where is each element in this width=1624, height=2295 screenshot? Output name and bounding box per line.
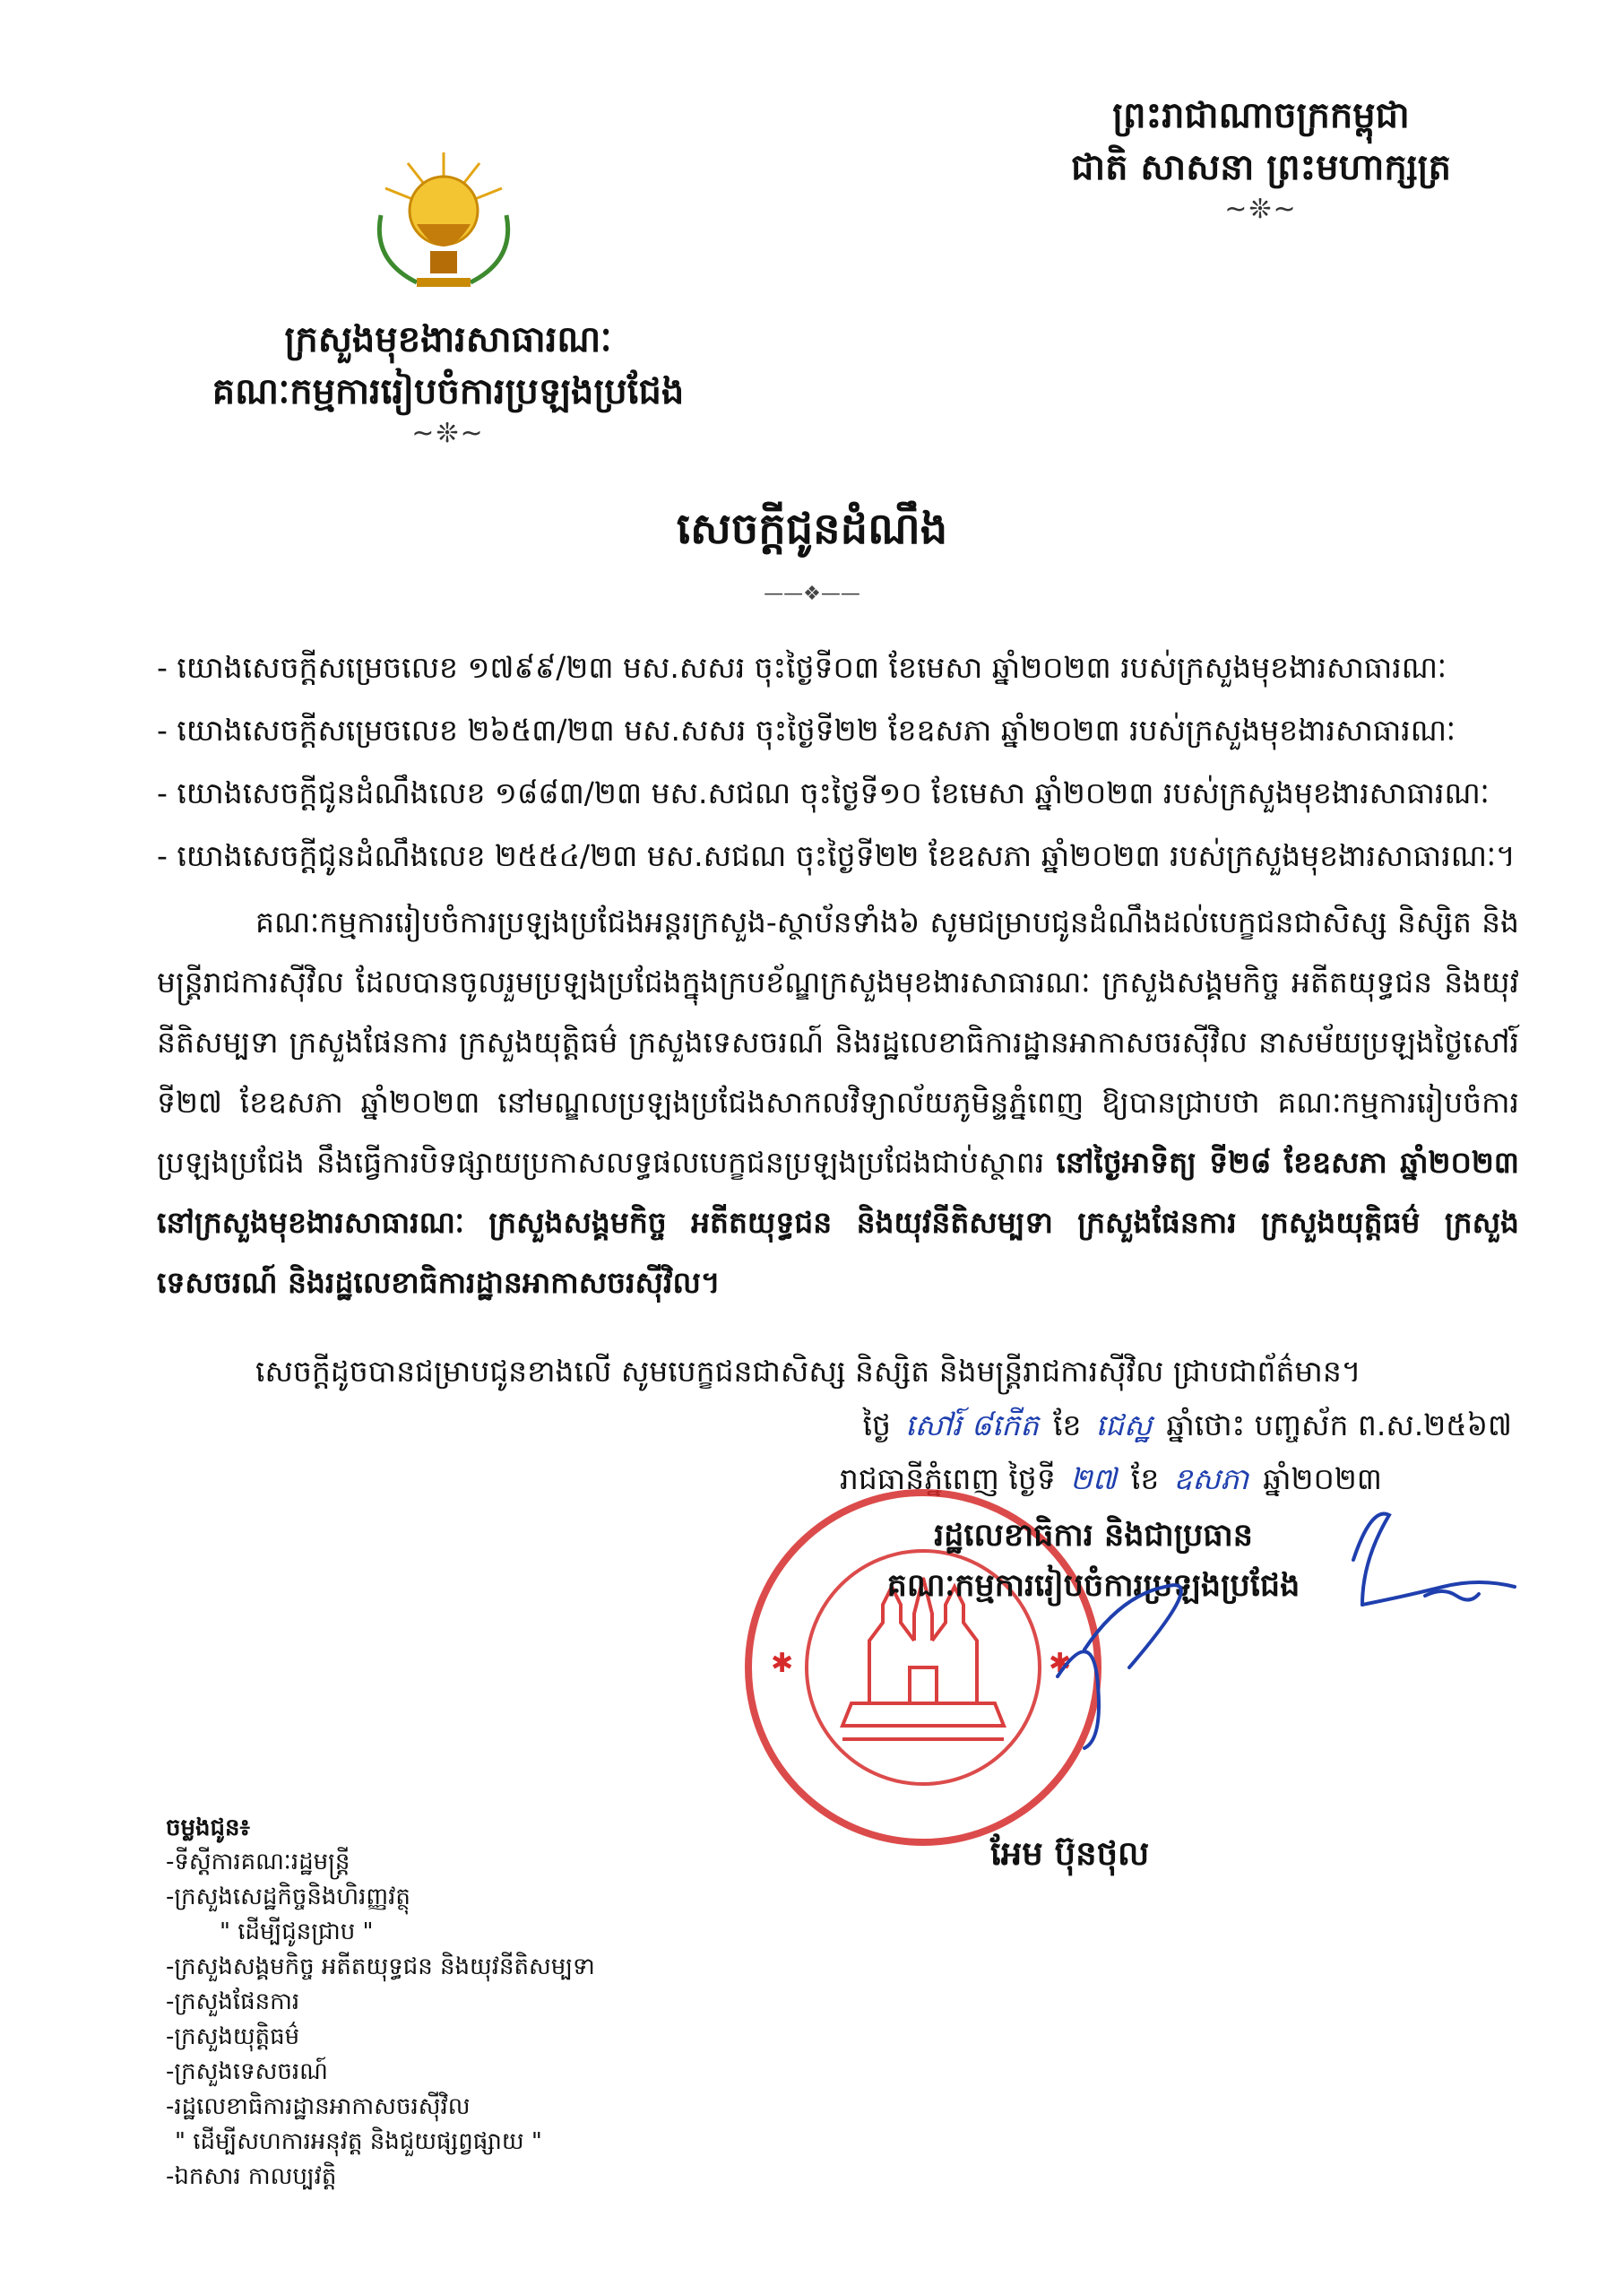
kingdom-header xyxy=(1010,90,1512,225)
closing-paragraph xyxy=(157,1345,1519,1399)
body-text: គណៈកម្មការរៀបចំការប្រឡងប្រជែងអន្តរក្រសួង-ស្ថាប័នទាំង៦ សូមជម្រាបជូនដំណឹងដល់បេក្ខជនជាសិស្ស និស្សិត និងមន្ត្រីរាជការស៊ីវិល ដែលបានចូលរួមប្រឡងប្រជែងក្នុងក្របខ័ណ្ឌក្រសួងមុខងារសាធារណៈ ក្រសួងសង្គមកិច្ច អតីតយុទ្ធជន និងយុវនីតិសម្បទា ក្រសួងផែនការ ក្រសួងយុត្តិធម៌ ក្រសួងទេសចរណ៍ និងរដ្ឋលេខាធិការដ្ឋានអាកាសចរស៊ីវិល នាសម័យប្រឡងថ្ងៃសៅរ៍ ទី២៧ ខែឧសភា ឆ្នាំ២០២៣ នៅមណ្ឌលប្រឡងប្រជែងសាកលវិទ្យាល័យភូមិន្ទភ្នំពេញ ឱ្យបានជ្រាបថា គណៈកម្មការរៀបចំការប្រឡងប្រជែង នឹងធ្វើការបិទផ្សាយប្រកាសលទ្ធផលបេក្ខជនប្រឡងប្រជែងជាប់ស្ថាពរ xyxy=(157,905,1519,1180)
cc-item: -ក្រសួងទេសចរណ៍ xyxy=(166,2058,328,2085)
ministry-line1: ក្រសួងមុខងារសាធារណៈ xyxy=(284,319,612,360)
cc-note: " ដើម្បីសហការអនុវត្ត និងជួយផ្សព្វផ្សាយ " xyxy=(175,2128,542,2155)
lunar-prefix: ថ្ងៃ xyxy=(862,1407,891,1442)
ornament-icon: ~❊~ xyxy=(1224,194,1298,225)
cc-item: -ក្រសួងផែនការ xyxy=(166,1988,300,2015)
cc-note: " ដើម្បីជូនជ្រាប " xyxy=(220,1918,374,1945)
kingdom-line1: ព្រះរាជាណាចក្រកម្ពុជា xyxy=(1112,95,1410,136)
signatory-title-line1: រដ្ឋលេខាធិការ និងជាប្រធាន xyxy=(934,1518,1253,1554)
lunar-date xyxy=(863,1407,1512,1451)
lunar-month-prefix: ខែ xyxy=(1053,1407,1082,1442)
references-list xyxy=(157,637,1519,888)
cc-item: -ក្រសួងសង្គមកិច្ច អតីតយុទ្ធជន និងយុវនីតិសម្បទា xyxy=(166,1953,595,1980)
solar-month-prefix: ខែ xyxy=(1130,1461,1160,1496)
body-paragraph xyxy=(157,892,1519,1312)
reference-item: - យោងសេចក្តីជូនដំណឹងលេខ ១៨៨៣/២៣ មស.សជណ ចុះថ្ងៃទី១០ ខែមេសា ឆ្នាំ២០២៣ របស់ក្រសួងមុខងារសាធារណៈ xyxy=(157,775,1490,810)
cc-item: -ក្រសួងយុត្តិធម៌ xyxy=(166,2023,300,2050)
signatory-title-line2: គណៈកម្មការរៀបចំការប្រឡងប្រជែង xyxy=(886,1568,1300,1604)
ministry-line2: គណៈកម្មការរៀបចំការប្រឡងប្រជែង xyxy=(212,371,685,412)
solar-month-handwritten: ឧសភា xyxy=(1173,1461,1249,1496)
lunar-day-handwritten: សៅរ៍ ៨កើត xyxy=(905,1407,1040,1442)
document-title: សេចក្តីជូនដំណឹង xyxy=(676,504,948,554)
kingdom-line2: ជាតិ សាសនា ព្រះមហាក្សត្រ xyxy=(1071,147,1451,188)
signatory-name: អែម ប៊ុនថុល xyxy=(990,1834,1150,1873)
svg-text:✱: ✱ xyxy=(771,1648,794,1679)
reference-item: - យោងសេចក្តីជូនដំណឹងលេខ ២៥៥៤/២៣ មស.សជណ ចុះថ្ងៃទី២២ ខែឧសភា ឆ្នាំ២០២៣ របស់ក្រសួងមុខងារសាធារណៈ។ xyxy=(157,838,1516,873)
cc-list xyxy=(166,1811,883,2195)
lunar-year: ឆ្នាំថោះ បញ្ចស័ក ព.ស.២៥៦៧ xyxy=(1166,1407,1512,1442)
lunar-month-handwritten: ជេស្ឋ xyxy=(1095,1407,1153,1442)
cc-item: -ទីស្តីការគណៈរដ្ឋមន្ត្រី xyxy=(166,1849,350,1875)
cc-item: -ក្រសួងសេដ្ឋកិច្ចនិងហិរញ្ញវត្ថុ xyxy=(166,1884,410,1910)
reference-item: - យោងសេចក្តីសម្រេចលេខ ១៧៩៩/២៣ មស.សសរ ចុះថ្ងៃទី០៣ ខែមេសា ឆ្នាំ២០២៣ របស់ក្រសួងមុខងារសាធារណៈ xyxy=(157,650,1447,685)
svg-text:✱: ✱ xyxy=(1049,1648,1072,1679)
cc-title: ចម្លងជូន៖ xyxy=(166,1814,250,1841)
ministry-emblem-icon xyxy=(354,143,533,296)
body-text-bold: នៅថ្ងៃអាទិត្យ ទី២៨ ខែឧសភា ឆ្នាំ២០២៣ នៅក្រសួងមុខងារសាធារណៈ ក្រសួងសង្គមកិច្ច អតីតយុទ្ធជន និងយុវនីតិសម្បទា ក្រសួងផែនការ ក្រសួងយុត្តិធម៌ ក្រសួងទេសចរណ៍ និងរដ្ឋលេខាធិការដ្ឋានអាកាសចរស៊ីវិល។ xyxy=(157,1145,1520,1300)
ministry-header xyxy=(161,314,735,449)
title-ornament-icon: ——❖—— xyxy=(764,583,860,605)
handwritten-signature xyxy=(941,1488,1568,1757)
cc-item: -ឯកសារ កាលប្បវត្តិ xyxy=(166,2163,337,2190)
cc-item: -រដ្ឋលេខាធិការដ្ឋានអាកាសចរស៊ីវិល xyxy=(166,2093,471,2120)
ornament-icon: ~❊~ xyxy=(411,418,485,449)
closing-text: សេចក្តីដូចបានជម្រាបជូនខាងលើ សូមបេក្ខជនជាសិស្ស និស្សិត និងមន្ត្រីរាជការស៊ីវិល ជ្រាបជាព័ត៌មាន។ xyxy=(255,1354,1361,1389)
reference-item: - យោងសេចក្តីសម្រេចលេខ ២៦៥៣/២៣ មស.សសរ ចុះថ្ងៃទី២២ ខែឧសភា ឆ្នាំ២០២៣ របស់ក្រសួងមុខងារសាធារណៈ xyxy=(157,713,1456,748)
solar-day-handwritten: ២៧ xyxy=(1069,1461,1117,1496)
solar-prefix: រាជធានីភ្នំពេញ ថ្ងៃទី xyxy=(839,1461,1056,1496)
solar-year: ឆ្នាំ២០២៣ xyxy=(1263,1461,1382,1496)
